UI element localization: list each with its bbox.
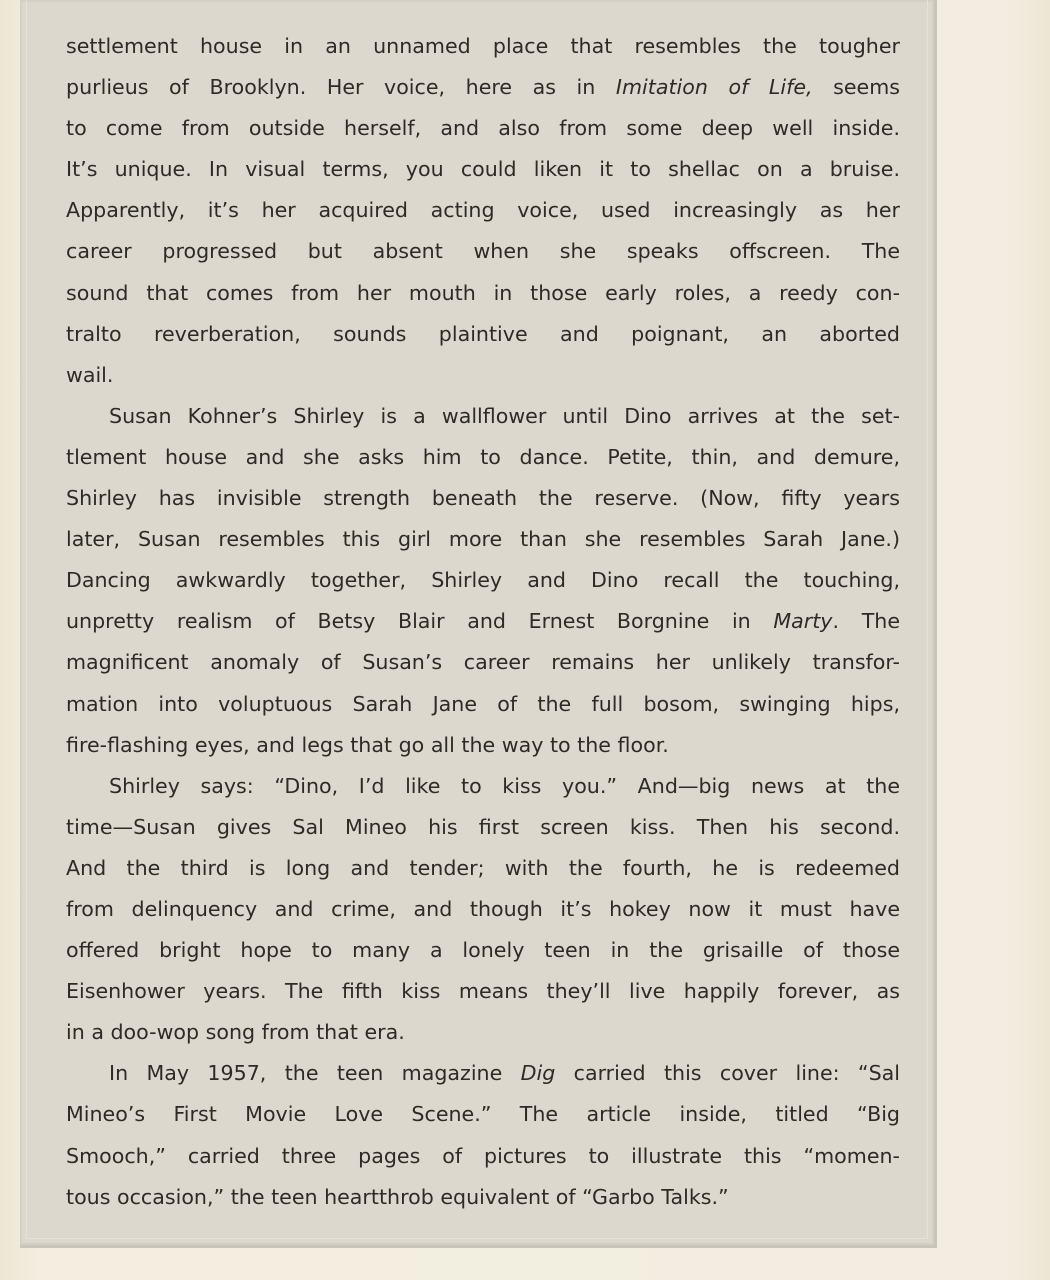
text-line: Eisenhower years. The fifth kiss means they’ll live happily forever, as [66,979,900,1004]
text-line: Shirley has invisible strength beneath the reserve. (Now, fifty years [66,486,900,511]
text-line: Shirley says: “Dino, I’d like to kiss you.” And—big news at the [109,773,900,798]
text-line: to come from outside herself, and also from some deep well inside. [66,116,900,141]
text-line: Mineo’s First Movie Love Scene.” The article inside, titled “Big [66,1102,900,1127]
text-line: And the third is long and tender; with the fourth, he is redeemed [66,855,900,880]
paragraph-1 [66,26,900,396]
text-line: It’s unique. In visual terms, you could liken it to shellac on a bruise. [66,157,900,182]
text-line: Dancing awkwardly together, Shirley and Dino recall the touching, [66,568,900,593]
text-line: purlieus of Brooklyn. Her voice, here as in Imitation of Life, seems [66,75,900,100]
text-line: sound that comes from her mouth in those early roles, a reedy con- [66,280,900,305]
paragraph-2 [66,396,900,766]
text-line: later, Susan resembles this girl more than she resembles Sarah Jane.) [66,527,900,552]
text-line: settlement house in an unnamed place that resembles the tougher [66,34,900,58]
text-line: tralto reverberation, sounds plaintive and poignant, an aborted [66,321,900,346]
paragraph-3 [66,766,900,1054]
text-line: Smooch,” carried three pages of pictures to illustrate this “momen- [66,1143,900,1168]
body-text [66,26,900,1218]
text-line: offered bright hope to many a lonely teen in the grisaille of those [66,938,900,963]
text-line: fire-flashing eyes, and legs that go all the way to the floor. [66,732,669,757]
text-line: wail. [66,362,114,387]
text-line: Apparently, it’s her acquired acting voice, used increasingly as her [66,198,900,223]
text-line: In May 1957, the teen magazine Dig carried this cover line: “Sal [109,1061,900,1086]
text-line: in a doo-wop song from that era. [66,1020,405,1045]
text-line: Susan Kohner’s Shirley is a wallflower until Dino arrives at the set- [109,403,900,428]
text-line: time—Susan gives Sal Mineo his first screen kiss. Then his second. [66,814,900,839]
text-line: tlement house and she asks him to dance. Petite, thin, and demure, [66,444,900,469]
paragraph-4 [66,1053,900,1217]
text-line: magnificent anomaly of Susan’s career remains her unlikely transfor- [66,650,900,675]
text-line: unpretty realism of Betsy Blair and Ernest Borgnine in Marty. The [66,609,900,634]
text-line: mation into voluptuous Sarah Jane of the full bosom, swinging hips, [66,691,900,716]
text-line: tous occasion,” the teen heartthrob equivalent of “Garbo Talks.” [66,1184,729,1209]
text-line: from delinquency and crime, and though it’s hokey now it must have [66,896,900,921]
text-line: career progressed but absent when she speaks offscreen. The [66,239,900,264]
